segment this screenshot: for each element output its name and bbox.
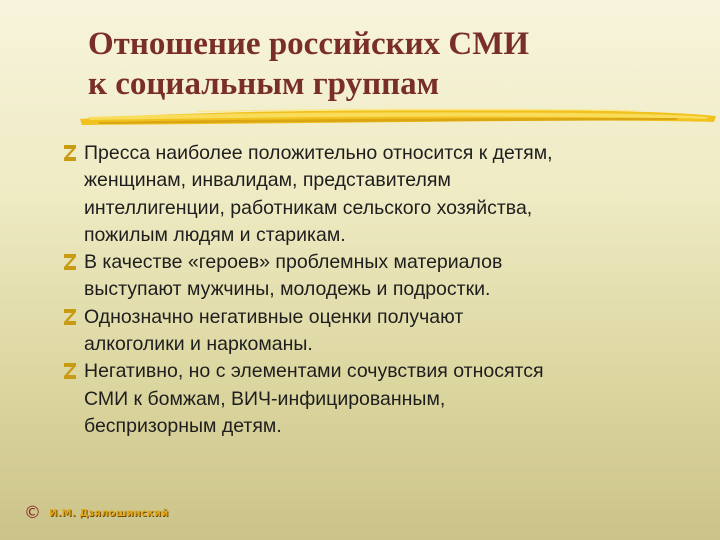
z-bullet-icon xyxy=(62,362,78,380)
bullet-item-3 xyxy=(62,304,712,359)
bullet-list xyxy=(62,140,712,440)
slide-title xyxy=(88,24,688,104)
z-bullet-icon xyxy=(62,144,78,162)
bullet-2-line-2: выступают мужчины, молодежь и подростки. xyxy=(84,278,491,301)
footer xyxy=(24,503,168,523)
bullet-1-line-4: пожилым людям и старикам. xyxy=(84,223,346,246)
bullet-3-line-2: алкоголики и наркоманы. xyxy=(84,333,313,356)
copyright-symbol: © xyxy=(24,503,41,523)
title-line-1: Отношение российских СМИ xyxy=(88,26,530,62)
bullet-item-2 xyxy=(62,249,712,304)
bullet-item-1 xyxy=(62,140,712,249)
bullet-3-line-1: Однозначно негативные оценки получают xyxy=(84,305,464,328)
title-underline-brush xyxy=(78,104,718,128)
bullet-1-line-1: Пресса наиболее положительно относится к детям, xyxy=(84,142,553,164)
bullet-1-line-3: интеллигенции, работникам сельского хозяйства, xyxy=(84,196,533,219)
bullet-item-4 xyxy=(62,358,712,440)
z-bullet-icon xyxy=(62,308,78,326)
title-line-2: к социальным группам xyxy=(88,66,440,102)
z-bullet-icon xyxy=(62,253,78,271)
author-name: И.М. Дзялошинский xyxy=(49,507,169,519)
bullet-4-line-3: беспризорным детям. xyxy=(84,414,282,437)
bullet-2-line-1: В качестве «героев» проблемных материалов xyxy=(84,251,503,274)
bullet-1-line-2: женщинам, инвалидам, представителям xyxy=(84,169,451,192)
bullet-4-line-1: Негативно, но с элементами сочувствия относятся xyxy=(84,360,544,383)
bullet-4-line-2: СМИ к бомжам, ВИЧ-инфицированным, xyxy=(84,387,446,410)
